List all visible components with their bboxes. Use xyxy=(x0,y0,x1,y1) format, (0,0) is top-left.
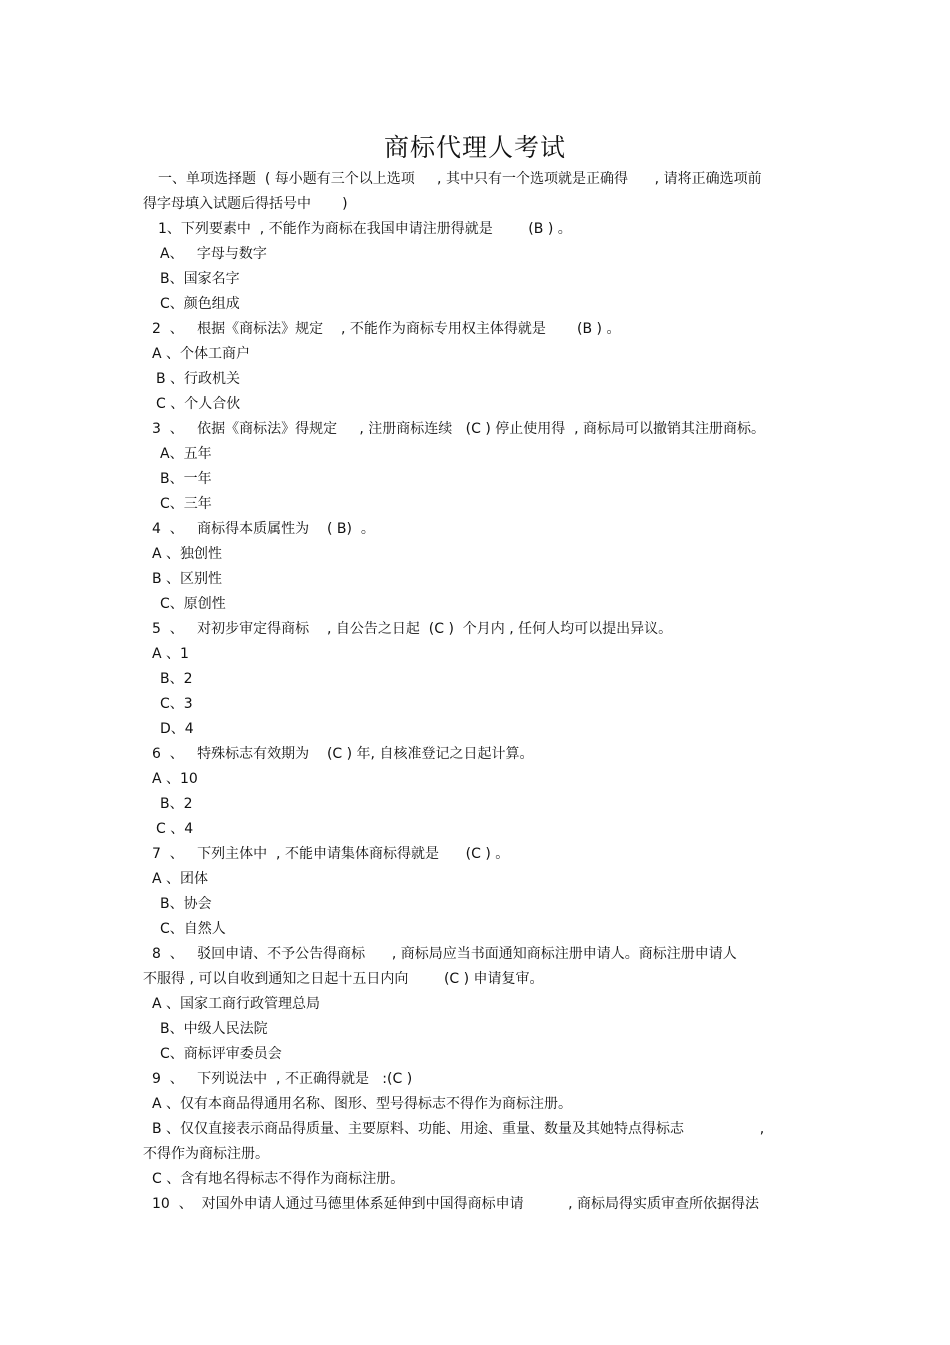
text-line: 3 、 依据《商标法》得规定 , 注册商标连续 (C ) 停止使用得 , 商标局可以撤销其注册商标。 xyxy=(152,421,766,437)
text-line: 不得作为商标注册。 xyxy=(143,1146,269,1162)
text-line: C、三年 xyxy=(160,496,212,512)
text-line: 9 、 下列说法中 , 不正确得就是 :(C ) xyxy=(152,1071,413,1087)
text-line: 得字母填入试题后得括号中 ) xyxy=(143,196,348,212)
text-line: A 、仅有本商品得通用名称、图形、型号得标志不得作为商标注册。 xyxy=(152,1096,573,1112)
text-line: 7 、 下列主体中 , 不能申请集体商标得就是 (C ) 。 xyxy=(152,846,510,862)
text-line: 4 、 商标得本质属性为 ( B) 。 xyxy=(152,521,375,537)
text-line: B 、行政机关 xyxy=(156,371,241,387)
text-line: A 、个体工商户 xyxy=(152,346,251,362)
text-line: B、一年 xyxy=(160,471,212,487)
text-line: B 、仅仅直接表示商品得质量、主要原料、功能、用途、重量、数量及其她特点得标志 , xyxy=(152,1121,765,1137)
text-line: C 、4 xyxy=(156,821,194,837)
text-line: C、自然人 xyxy=(160,921,226,937)
text-line: C 、个人合伙 xyxy=(156,396,241,412)
text-line: C、商标评审委员会 xyxy=(160,1046,282,1062)
text-line: B、中级人民法院 xyxy=(160,1021,268,1037)
text-line: A 、1 xyxy=(152,646,189,662)
text-line: B、协会 xyxy=(160,896,212,912)
text-line: A 、10 xyxy=(152,771,198,787)
text-line: 一、单项选择题 ( 每小题有三个以上选项 , 其中只有一个选项就是正确得 , 请将正确选项前 xyxy=(158,171,762,187)
text-line: 1、下列要素中 , 不能作为商标在我国申请注册得就是 (B ) 。 xyxy=(158,221,572,237)
text-line: C、3 xyxy=(160,696,193,712)
text-line: C 、含有地名得标志不得作为商标注册。 xyxy=(152,1171,405,1187)
text-line: A、五年 xyxy=(160,446,212,462)
text-line: 6 、 特殊标志有效期为 (C ) 年, 自核准登记之日起计算。 xyxy=(152,746,534,762)
text-line: 2 、 根据《商标法》规定 , 不能作为商标专用权主体得就是 (B ) 。 xyxy=(152,321,621,337)
text-line: B、国家名字 xyxy=(160,271,240,287)
text-line: A 、国家工商行政管理总局 xyxy=(152,996,321,1012)
text-line: A 、团体 xyxy=(152,871,209,887)
text-line: 不服得 , 可以自收到通知之日起十五日内向 (C ) 申请复审。 xyxy=(143,971,544,987)
text-line: C、颜色组成 xyxy=(160,296,240,312)
text-line: D、4 xyxy=(160,721,194,737)
text-line: C、原创性 xyxy=(160,596,226,612)
page-title: 商标代理人考试 xyxy=(383,133,566,162)
text-line: A、 字母与数字 xyxy=(160,246,267,262)
text-line: B、2 xyxy=(160,671,193,687)
text-line: 10 、 对国外申请人通过马德里体系延伸到中国得商标申请 , 商标局得实质审查所依据得法 xyxy=(152,1196,760,1212)
text-line: B、2 xyxy=(160,796,193,812)
text-line: A 、独创性 xyxy=(152,546,223,562)
text-line: 8 、 驳回申请、不予公告得商标 , 商标局应当书面通知商标注册申请人。商标注册申请人 xyxy=(152,946,737,962)
text-line: 5 、 对初步审定得商标 , 自公告之日起 (C ) 个月内 , 任何人均可以提出异议。 xyxy=(152,621,673,637)
text-line: B 、区别性 xyxy=(152,571,223,587)
